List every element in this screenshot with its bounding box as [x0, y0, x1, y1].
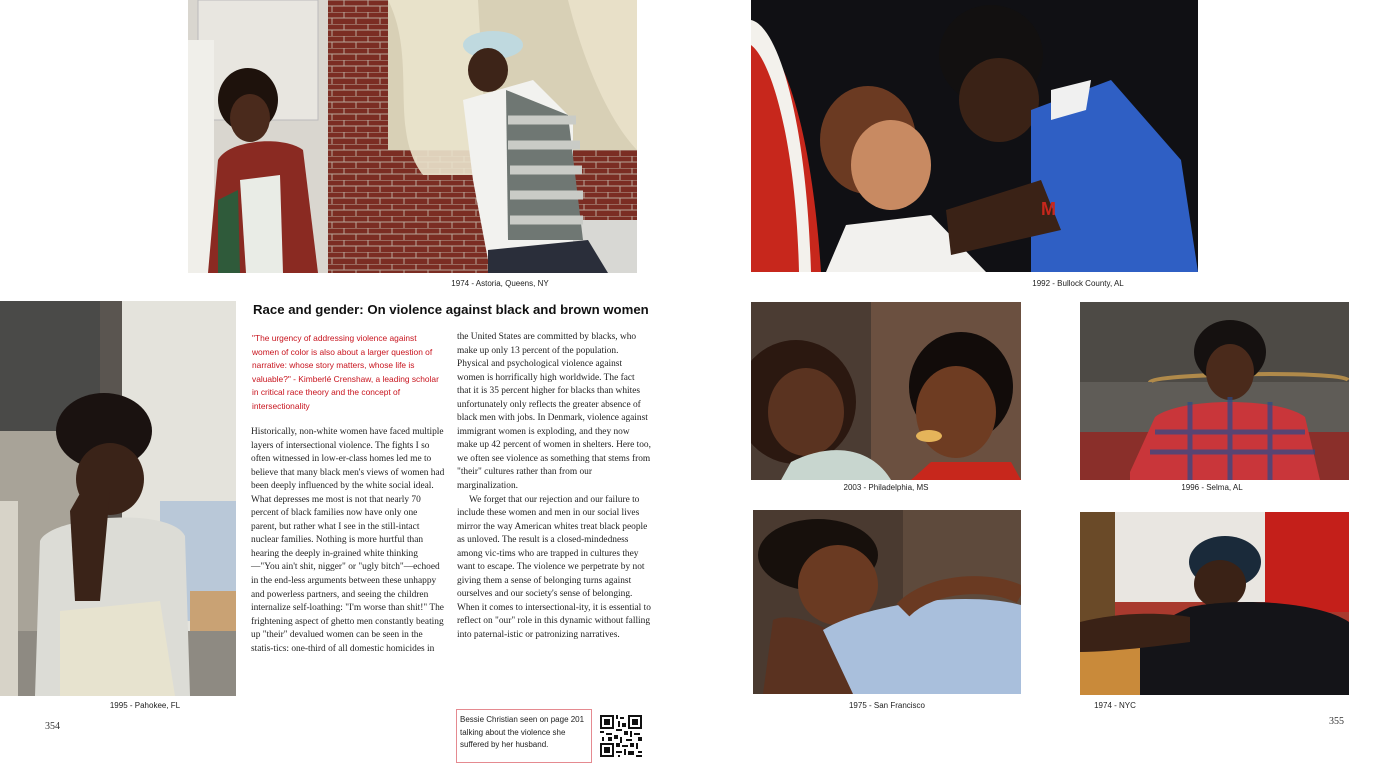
sidebar-note: Bessie Christian seen on page 201 talking about the violence she suffered by her husband.: [456, 709, 592, 763]
caption-philadelphia: 2003 - Philadelphia, MS: [843, 483, 929, 492]
page-number-right: 355: [1329, 716, 1344, 727]
photo-selma-woman: [1080, 302, 1349, 480]
body-paragraph: Historically, non-white women have faced multiple layers of intersectional violence. The fights I so often witnessed in low-er-class homes led me to believe that many black men's views of women had been deeply influenced by the white social ideal. What depresses me most is not that nearly 70 percent of black families now have only one parent, but rather what I see in the still-intact nuclear families. Nothing is more hurtful than hearing the deeply in-grained white thinking—"You ain't shit, nigger" or "ugly bitch"—echoed in the end-less arguments between these unhappy and powerless partners, and seeing the children internalize self-loathing: "I'm worse than shit!" The frightening aspect of ghetto men constantly beating up "their" devalued women can be seen in the statis-tics: one-third of all domestic homicides in: [251, 427, 445, 654]
caption-pahokee: 1995 - Pahokee, FL: [109, 701, 181, 710]
body-paragraph: We forget that our rejection and our failure to include these women and men in our social lives mirror the way American whites treat black people as unloved. The result is a closed-mindedness among vic-tims who are trapped in cultures they want to escape. The violence we perpetrate by not giving them a sense of belonging turns against ourselves and our society's sense of belonging. When it comes to intersectional-ity, it is essential to reflect on "our" role in this dynamic without falling into paternal-istic or patronizing narratives.: [457, 494, 651, 641]
svg-text:M: M: [1041, 199, 1056, 219]
body-paragraph: Physical and psychological violence against women is horrifically high worldwide. The fact that it is 35 percent higher for blacks than whites unfortunately only reflects the greater absence of black men with jobs. In Denmark, violence against immigrant women is exploding, and they now make up 42 percent of women in shelters. Here too, we often see violence as something that stems from "their" cultures rather than from our marginalization.: [457, 359, 651, 492]
page-number-left: 354: [45, 721, 60, 732]
body-paragraph: the United States are committed by blacks, who make up only 13 percent of the population.: [457, 332, 637, 356]
pull-quote: "The urgency of addressing violence against women of color is also about a larger question of narrative: whose story matters, whose life is valuable?" - Kimberlé Crenshaw, a leading scholar in critical race theory and the concept of intersectionality: [252, 333, 439, 411]
photo-bullock-county: [751, 0, 1198, 272]
photo-san-francisco-girl: [753, 510, 1021, 694]
qr-code-icon[interactable]: [598, 713, 644, 759]
caption-nyc: 1974 - NYC: [1094, 701, 1136, 710]
photo-nyc-woman: [1080, 512, 1349, 695]
body-column-2: [457, 331, 651, 643]
body-column-1: [251, 426, 445, 656]
caption-selma: 1996 - Selma, AL: [1181, 483, 1243, 492]
caption-bullock: 1992 - Bullock County, AL: [1032, 279, 1124, 288]
photo-pahokee-woman: [0, 301, 236, 696]
caption-astoria: 1974 - Astoria, Queens, NY: [451, 279, 549, 288]
photo-philadelphia-mother-child: [751, 302, 1021, 480]
caption-san-francisco: 1975 - San Francisco: [848, 701, 926, 710]
photo-astoria-kitchen: [188, 0, 637, 273]
article-title: Race and gender: On violence against black and brown women: [253, 302, 649, 317]
